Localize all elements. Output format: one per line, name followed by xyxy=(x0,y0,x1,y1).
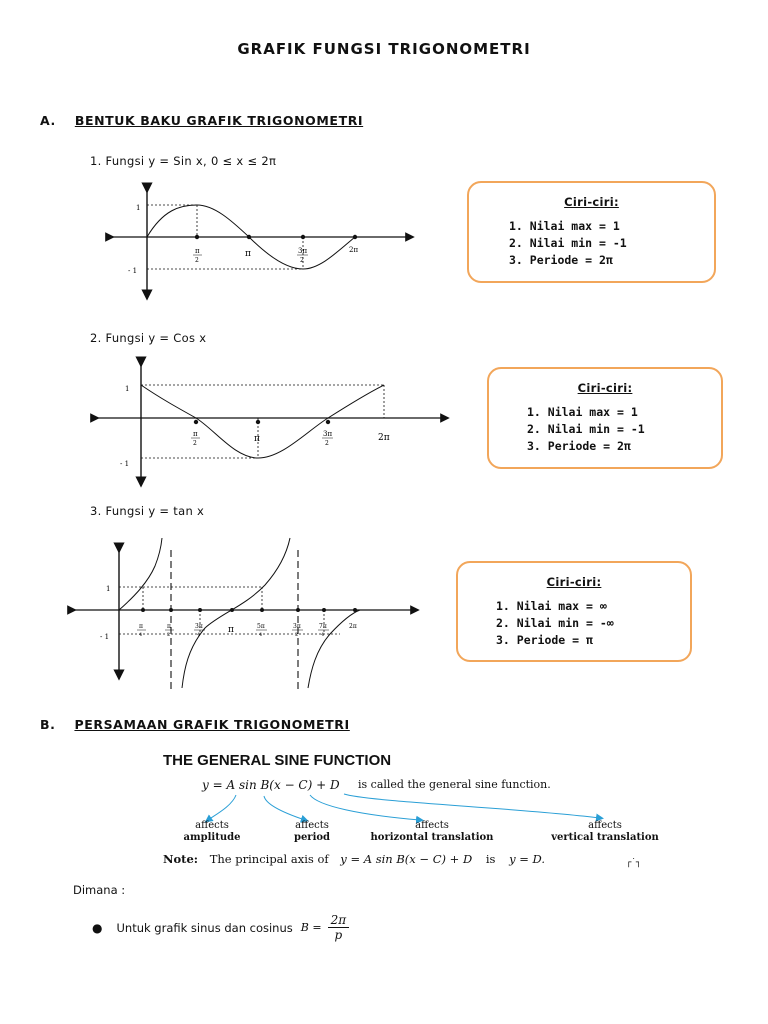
cosine-tick-3pi-half xyxy=(326,420,330,424)
cosine-2pi-label: 2π xyxy=(378,433,390,443)
svg-text:2: 2 xyxy=(295,632,299,638)
general-sine-title: THE GENERAL SINE FUNCTION xyxy=(163,752,392,769)
box-item: 1. Nilai max = 1 xyxy=(509,219,620,233)
sine-3pi-num: 3π xyxy=(298,247,308,255)
box-item: 1. Nilai max = 1 xyxy=(527,405,638,419)
section-b-letter: B. xyxy=(40,717,56,732)
sine-pi-label: π xyxy=(245,249,251,259)
sine-3pi-den: 2 xyxy=(300,257,304,264)
svg-text:π: π xyxy=(228,625,234,635)
sine-tick-pi-half xyxy=(195,235,199,239)
tangent-graph xyxy=(72,538,415,690)
general-sine-arrows xyxy=(208,794,600,820)
svg-text:4: 4 xyxy=(197,632,201,638)
formula-denominator: p xyxy=(334,928,343,942)
section-a-letter: A. xyxy=(40,113,56,128)
properties-box-cosine xyxy=(487,367,723,469)
general-sine-equation: y = A sin B(x − C) + D xyxy=(202,778,340,792)
box-title: Ciri-ciri: xyxy=(564,195,619,209)
sine-y-top-label: 1 xyxy=(136,204,141,212)
bullet-dot: ● xyxy=(92,920,103,935)
formula-numerator: 2π xyxy=(328,913,350,928)
box-title: Ciri-ciri: xyxy=(577,381,633,395)
bullet-sin-cos xyxy=(92,913,349,942)
tangent-branch-1 xyxy=(119,538,162,610)
formula-fraction xyxy=(328,913,350,942)
cosine-curve xyxy=(141,385,384,458)
svg-text:3π: 3π xyxy=(195,623,203,630)
cosine-tick-pi-half xyxy=(194,420,198,424)
svg-text:2: 2 xyxy=(167,632,171,638)
general-sine-note: Note: The principal axis of y = A sin B(x − C) + D is y = D. xyxy=(163,852,545,866)
sine-pi-half-num: π xyxy=(195,247,200,255)
box-title: Ciri-ciri: xyxy=(546,575,602,589)
graph-3-label: 3. Fungsi y = tan x xyxy=(90,504,205,518)
formula-lhs: B = xyxy=(300,921,322,934)
svg-text:7π: 7π xyxy=(319,623,327,630)
tangent-branch-2 xyxy=(182,538,290,688)
cosine-tick-pi xyxy=(256,420,260,424)
sine-2pi-label: 2π xyxy=(349,246,359,254)
cosine-pi-half-num: π xyxy=(193,430,198,438)
svg-text:5π: 5π xyxy=(257,623,265,630)
svg-text:3π: 3π xyxy=(293,623,301,630)
affects-vertical: affects vertical translation xyxy=(551,820,659,843)
sine-graph xyxy=(110,188,410,295)
dimana-label: Dimana : xyxy=(73,883,126,897)
svg-text:4: 4 xyxy=(139,632,143,638)
section-a-title: BENTUK BAKU GRAFIK TRIGONOMETRI xyxy=(74,113,364,128)
svg-text:π: π xyxy=(139,623,143,630)
properties-box-sine xyxy=(467,181,716,283)
cosine-3pi-num: 3π xyxy=(323,430,333,438)
box-item: 3. Periode = 2π xyxy=(527,439,631,453)
cosine-graph xyxy=(95,362,445,482)
sine-tick-pi xyxy=(247,235,251,239)
box-item: 3. Periode = 2π xyxy=(509,253,613,267)
cosine-pi-half-den: 2 xyxy=(193,440,197,447)
general-sine-called: is called the general sine function. xyxy=(358,778,551,791)
cosine-3pi-den: 2 xyxy=(325,440,329,447)
box-item: 2. Nilai min = -∞ xyxy=(496,616,614,630)
graph-1-label: 1. Fungsi y = Sin x, 0 ≤ x ≤ 2π xyxy=(90,154,277,168)
box-item: 2. Nilai min = -1 xyxy=(527,422,645,436)
cosine-y-bottom-label: - 1 xyxy=(120,460,130,468)
corner-mark: ┌˙┐ xyxy=(626,858,642,868)
affects-period: affects period xyxy=(293,820,331,843)
tangent-y-top-label: 1 xyxy=(106,585,111,593)
cosine-y-top-label: 1 xyxy=(125,385,130,393)
section-b-heading xyxy=(40,717,350,732)
box-item: 3. Periode = π xyxy=(496,633,593,647)
sine-tick-3pi-half xyxy=(301,235,305,239)
svg-text:π: π xyxy=(167,623,171,630)
box-item: 2. Nilai min = -1 xyxy=(509,236,627,250)
sine-tick-2pi xyxy=(353,235,357,239)
svg-text:2π: 2π xyxy=(349,623,357,630)
page-title: GRAFIK FUNGSI TRIGONOMETRI xyxy=(237,40,531,58)
tangent-y-bottom-label: - 1 xyxy=(100,633,110,641)
cosine-pi-label: π xyxy=(254,434,260,444)
properties-box-tangent xyxy=(456,561,692,662)
tangent-branch-3 xyxy=(308,610,360,688)
sine-pi-half-den: 2 xyxy=(195,257,199,264)
affects-amplitude: affects amplitude xyxy=(183,820,241,843)
section-b-title: PERSAMAAN GRAFIK TRIGONOMETRI xyxy=(74,717,350,732)
graph-2-label: 2. Fungsi y = Cos x xyxy=(90,331,207,345)
bullet-text: Untuk grafik sinus dan cosinus xyxy=(116,920,293,935)
svg-text:4: 4 xyxy=(321,632,325,638)
box-item: 1. Nilai max = ∞ xyxy=(496,599,607,613)
sine-y-bottom-label: - 1 xyxy=(128,267,138,275)
svg-text:4: 4 xyxy=(259,632,263,638)
affects-horizontal: affects horizontal translation xyxy=(370,820,494,843)
